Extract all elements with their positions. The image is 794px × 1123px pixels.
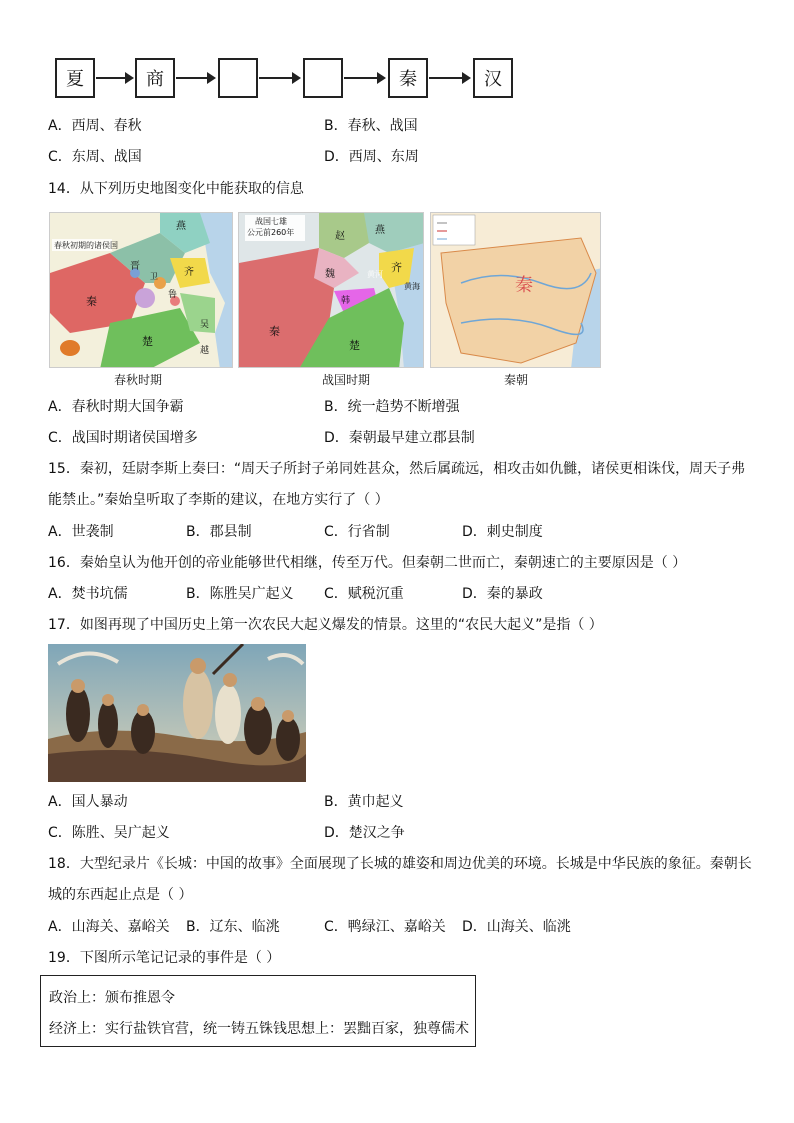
chain-box-blank-2 [303,58,343,98]
q17-option-b: B．黄巾起义 [324,794,404,810]
q14-stem: 14．从下列历史地图变化中能获取的信息 [48,181,304,197]
map2-label-huanghai: 黄海 [404,282,420,291]
q15-stem-line1: 15．秦初，廷尉李斯上奏曰：“周天子所封子弟同姓甚众，然后属疏远，相攻击如仇雠，诸侯更相诛伐，周天子弗 [48,461,746,477]
map-spring-autumn [49,212,233,368]
chain-arrow [96,77,132,79]
q18-option-b: B．辽东、临洮 [186,919,280,935]
map2-label-wei: 魏 [325,269,335,280]
map-qin-dynasty [430,212,601,368]
map2-label-zhao: 赵 [335,231,345,242]
note-line-economy: 经济上：实行盐铁官营，统一铸五铢钱思想上：罢黜百家，独尊儒术 [49,1021,469,1037]
q18-stem-line1: 18．大型纪录片《长城：中国的故事》全面展现了长城的雄姿和周边优美的环境。长城是中华民族的象征。秦朝长 [48,856,752,872]
map1-label-qi: 齐 [184,267,194,278]
map2-title-1: 战国七雄 [255,217,287,226]
q18-stem-line2: 城的东西起止点是（ ） [48,887,193,903]
map2-title-2: 公元前260年 [247,228,295,237]
q16-option-b: B．陈胜吴广起义 [186,586,294,602]
map2-caption: 战国时期 [322,373,371,387]
notes-box [40,975,476,1047]
q14-option-d: D．秦朝最早建立郡县制 [324,430,475,446]
uprising-illustration-graphic [48,644,306,782]
q19-stem: 19．下图所示笔记记录的事件是（ ） [48,950,281,966]
map1-label-jin: 晋 [130,261,140,272]
q18-option-d: D．山海关、临洮 [462,919,571,935]
map1-label-qin: 秦 [86,295,97,308]
q16-stem: 16．秦始皇认为他开创的帝业能够世代相继，传至万代。但秦朝二世而亡，秦朝速亡的主要原因是（ ） [48,555,687,571]
q17-stem: 17．如图再现了中国历史上第一次农民大起义爆发的情景。这里的“农民大起义”是指（ ） [48,617,603,633]
map1-label-wei: 卫 [150,272,158,281]
map2-label-chu: 楚 [349,339,360,352]
map1-label-wu: 吴 [200,320,210,330]
q16-option-d: D．秦的暴政 [462,586,543,602]
q15-option-b: B．郡县制 [186,524,252,540]
chain-arrow [259,77,299,79]
q15-option-c: C．行省制 [324,524,390,540]
map3-label-qin: 秦 [515,275,533,296]
chain-arrow [176,77,214,79]
chain-box-xia: 夏 [55,58,95,98]
q15-stem-line2: 能禁止。”秦始皇听取了李斯的建议，在地方实行了（ ） [48,492,389,508]
q14-option-c: C．战国时期诸侯国增多 [48,430,198,446]
map1-label-yan: 燕 [176,221,186,232]
chain-box-shang: 商 [135,58,175,98]
map1-label-chu: 楚 [142,335,153,348]
map1-caption: 春秋时期 [114,373,163,387]
map2-label-qin: 秦 [269,325,280,338]
q16-option-a: A．焚书坑儒 [48,586,128,602]
map1-label-lu: 鲁 [168,290,178,300]
uprising-illustration [48,644,306,782]
note-line-politics: 政治上：颁布推恩令 [49,990,175,1006]
q13-option-b: B．春秋、战国 [324,118,418,134]
map2-label-huanghe: 黄河 [367,270,383,279]
q13-option-c: C．东周、战国 [48,149,142,165]
q13-option-d: D．西周、东周 [324,149,419,165]
q14-option-b: B．统一趋势不断增强 [324,399,460,415]
q14-option-a: A．春秋时期大国争霸 [48,399,184,415]
map2-label-han: 韩 [341,296,351,306]
chain-box-blank-1 [218,58,258,98]
q15-option-a: A．世袭制 [48,524,114,540]
map2-label-yan: 燕 [375,225,385,236]
map1-label-yue: 越 [200,346,210,356]
q18-option-a: A．山海关、嘉峪关 [48,919,170,935]
q15-option-d: D．刺史制度 [462,524,543,540]
chain-box-qin: 秦 [388,58,428,98]
q13-option-a: A．西周、春秋 [48,118,142,134]
chain-arrow [429,77,469,79]
q17-option-d: D．楚汉之争 [324,825,405,841]
q18-option-c: C．鸭绿江、嘉峪关 [324,919,446,935]
chain-box-han: 汉 [473,58,513,98]
q17-option-c: C．陈胜、吴广起义 [48,825,170,841]
map1-title: 春秋初期的诸侯国 [54,241,118,250]
map2-label-qi: 齐 [391,261,402,274]
q17-option-a: A．国人暴动 [48,794,128,810]
map-warring-states [238,212,424,368]
map3-caption: 秦朝 [504,373,529,387]
chain-arrow [344,77,384,79]
q16-option-c: C．赋税沉重 [324,586,404,602]
